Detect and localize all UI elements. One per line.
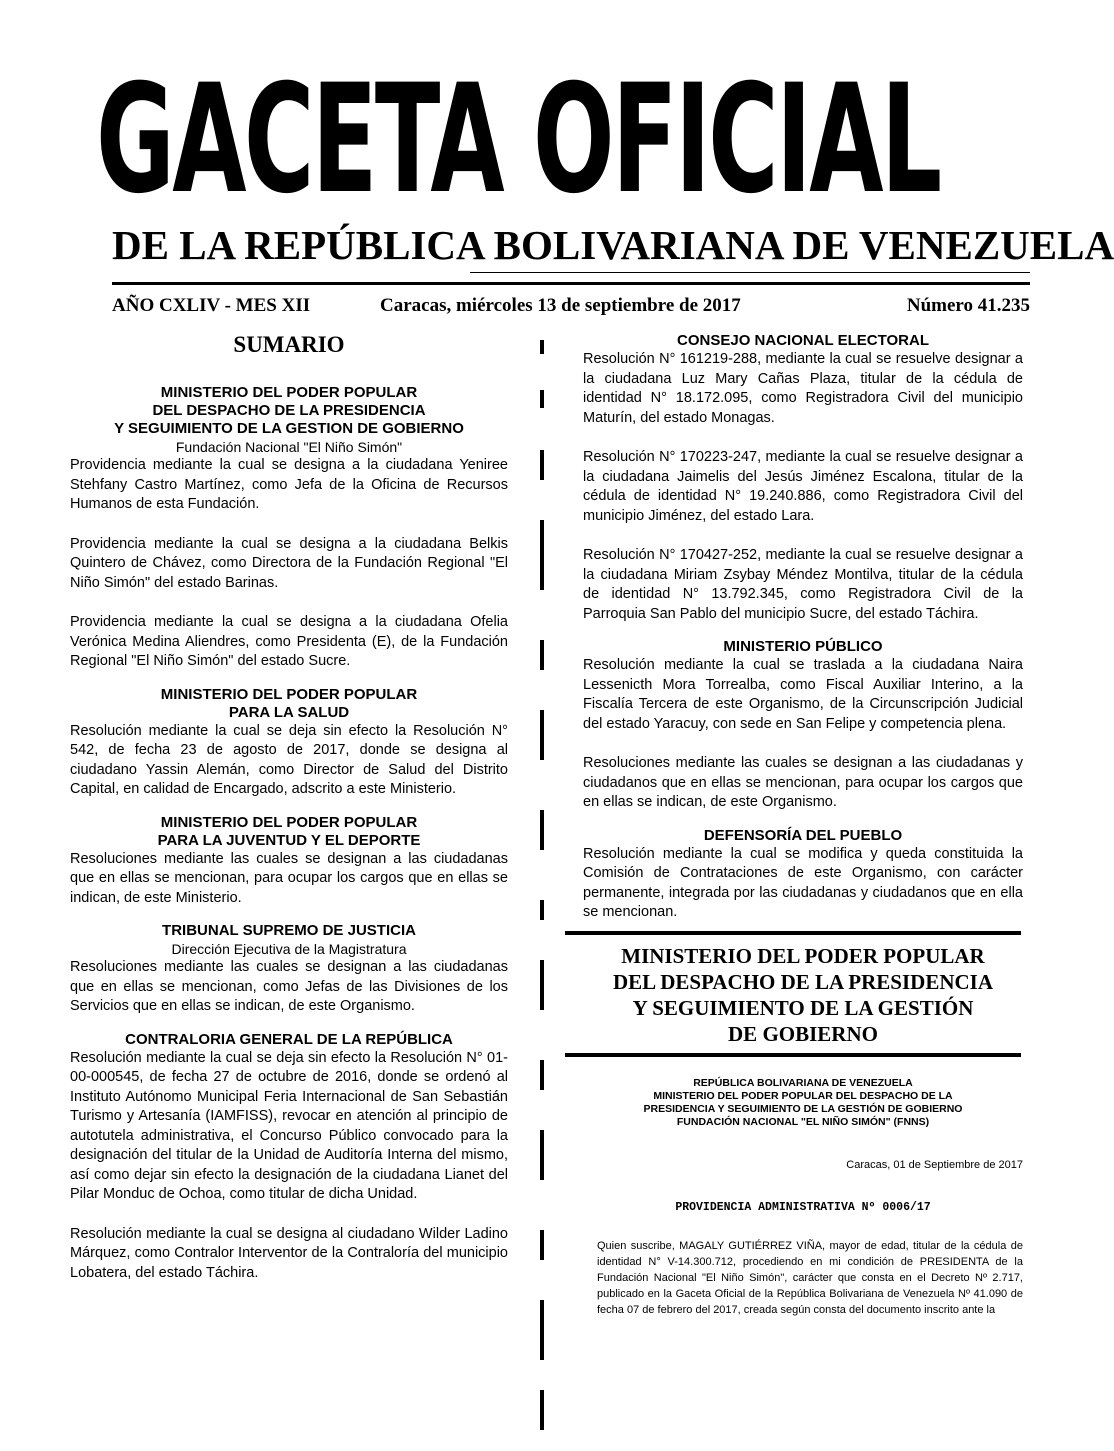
section-header: PARA LA JUVENTUD Y EL DEPORTE bbox=[157, 831, 421, 849]
document-header-line: MINISTERIO DEL PODER POPULAR DEL DESPACHO DE LA bbox=[653, 1089, 953, 1102]
summary-entry: Resoluciones mediante las cuales se designan a las ciudadanas y ciudadanos que en ellas se mencionan, para ocupar los cargos que en ellas se indican, de este Organismo. bbox=[583, 755, 1023, 810]
ministry-line: DEL DESPACHO DE LA PRESIDENCIA bbox=[612, 969, 994, 994]
issue-number: Número 41.235 bbox=[906, 295, 1030, 316]
section-header: MINISTERIO DEL PODER POPULAR bbox=[160, 685, 418, 703]
summary-entry: Resolución N° 161219-288, mediante la cual se resuelve designar a la ciudadana Luz Mary Cañas Plaza, titular de la cédula de identidad N° 18.172.095, como Registradora Civil del municipio Maturín, del estado Monagas. bbox=[583, 351, 1023, 426]
document-header bbox=[583, 1077, 1023, 1129]
document-body: Quien suscribe, MAGALY GUTIÉRREZ VIÑA, mayor de edad, titular de la cédula de identidad N° V-14.300.712, procediendo en mi condición de PRESIDENTA de la Fundación Nacional "El Niño Simón", carácter que consta en el Decreto Nº 2.717, publicado en la Gaceta Oficial de la República Bolivariana de Venezuela Nº 41.090 de fecha 07 de febrero del 2017, creada según consta del documento inscrito ante la bbox=[597, 1239, 1023, 1316]
summary-entry: Resoluciones mediante las cuales se designan a las ciudadanas que en ellas se mencionan, para ocupar los cargos que en ellas se indican, de este Ministerio. bbox=[70, 850, 508, 906]
summary-entry: Resoluciones mediante las cuales se designan a las ciudadanas que en ellas se mencionan, como Jefas de las Divisiones de los Servicios que en ellas se indican, de este Organismo. bbox=[70, 959, 508, 1014]
sumario-title: SUMARIO bbox=[233, 332, 345, 357]
summary-entry: Resolución mediante la cual se modifica y queda constituida la Comisión de Contrataciones de este Organismo, con carácter permanente, integrada por las ciudadanas y ciudadanos que en ella se mencionan. bbox=[583, 845, 1023, 920]
summary-entry: Resolución mediante la cual se designa al ciudadano Wilder Ladino Márquez, como Contralor Interventor de la Contraloría del municipio Lobatera, del estado Táchira. bbox=[70, 1225, 508, 1281]
masthead-title: GACETA OFICIAL bbox=[96, 53, 940, 227]
issue-info-bar bbox=[112, 295, 1030, 319]
providencia-title: PROVIDENCIA ADMINISTRATIVA Nº 0006/17 bbox=[675, 1200, 931, 1214]
document-header-line: REPÚBLICA BOLIVARIANA DE VENEZUELA bbox=[693, 1076, 913, 1089]
document-header-line: FUNDACIÓN NACIONAL "EL NIÑO SIMÓN" (FNNS) bbox=[676, 1115, 930, 1128]
sumario-left-column bbox=[70, 332, 508, 1283]
ministry-line: Y SEGUIMIENTO DE LA GESTIÓN bbox=[632, 995, 974, 1020]
summary-entry: Resolución mediante la cual se traslada a la ciudadana Naira Lessenicth Mora Torrealba, como Fiscal Auxiliar Interino, a la Fiscalía Tercera de este Organismo, de la Circunscripción Judicial del estado Yaracuy, con sede en San Felipe y competencia plena. bbox=[583, 657, 1023, 732]
summary-entry: Providencia mediante la cual se designa a la ciudadana Ofelia Verónica Medina Aliendres, como Presidenta (E), de la Fundación Regional "El Niño Simón" del estado Sucre. bbox=[70, 614, 508, 669]
ministry-bottom-rule bbox=[565, 1053, 1021, 1057]
section-header: PARA LA SALUD bbox=[228, 703, 350, 721]
section-subheader: Fundación Nacional "El Niño Simón" bbox=[175, 439, 403, 455]
section-header: Y SEGUIMIENTO DE LA GESTION DE GOBIERNO bbox=[114, 420, 464, 437]
section-subheader: Dirección Ejecutiva de la Magistratura bbox=[171, 941, 407, 957]
section-header: MINISTERIO DEL PODER POPULAR bbox=[160, 813, 418, 831]
issue-date: Caracas, miércoles 13 de septiembre de 2017 bbox=[380, 295, 741, 316]
summary-entry: Providencia mediante la cual se designa a la ciudadana Belkis Quintero de Chávez, como Directora de la Fundación Regional "El Niño Simón" del estado Barinas. bbox=[70, 535, 508, 591]
summary-entry: Resolución mediante la cual se deja sin efecto la Resolución N° 01-00-000545, de fecha 27 de octubre de 2016, donde se ordenó al Instituto Autónomo Municipal Feria Internacional de San Sebastián Turismo y Artesanía (IAMFISS), revocar en atención al principio de autotutela administrativa, el Concurso Público convocado para la designación del titular de la Unidad de Auditoría Interna del mismo, así como dejar sin efecto la designación de la ciudadana Lianet del Pilar Monduc de Ochoa, como titular de dicha Unidad. bbox=[70, 1049, 508, 1202]
summary-entry: Resolución N° 170427-252, mediante la cual se resuelve designar a la ciudadana Miriam Zsybay Méndez Montilva, titular de la cédula de identidad N° 13.792.345, como Registradora Civil de la Parroquia San Pablo del municipio Sucre, del estado Táchira. bbox=[583, 547, 1023, 622]
ministry-top-rule bbox=[565, 931, 1021, 935]
document-date: Caracas, 01 de Septiembre de 2017 bbox=[846, 1158, 1023, 1171]
section-header: MINISTERIO PÚBLICO bbox=[723, 638, 883, 655]
ministry-block-title bbox=[583, 943, 1023, 1047]
summary-entry: Resolución N° 170223-247, mediante la cual se resuelve designar a la ciudadana Jaimelis del Jesús Jiménez Escalona, titular de la cédula de identidad N° 19.240.886, como Registradora Civil del municipio Jiménez, del estado Lara. bbox=[583, 449, 1023, 524]
header-thin-rule bbox=[470, 272, 1030, 273]
section-header: MINISTERIO DEL PODER POPULAR bbox=[160, 384, 418, 401]
ministry-line: MINISTERIO DEL PODER POPULAR bbox=[621, 943, 985, 968]
masthead-subtitle: DE LA REPÚBLICA BOLIVARIANA DE VENEZUELA bbox=[112, 222, 1114, 268]
ministry-line: DE GOBIERNO bbox=[728, 1021, 878, 1046]
header-thick-rule bbox=[112, 282, 1030, 285]
section-header: DEFENSORÍA DEL PUEBLO bbox=[703, 826, 903, 844]
summary-entry: Providencia mediante la cual se designa a la ciudadana Yeniree Stehfany Castro Martínez, como Jefa de la Oficina de Recursos Humanos de esta Fundación. bbox=[70, 457, 508, 512]
section-header: TRIBUNAL SUPREMO DE JUSTICIA bbox=[162, 922, 416, 939]
document-header-line: PRESIDENCIA Y SEGUIMIENTO DE LA GESTIÓN DE GOBIERNO bbox=[643, 1102, 963, 1115]
section-header: DEL DESPACHO DE LA PRESIDENCIA bbox=[152, 402, 426, 419]
year-month: AÑO CXLIV - MES XII bbox=[112, 295, 311, 316]
section-header: CONTRALORIA GENERAL DE LA REPÚBLICA bbox=[125, 1030, 453, 1048]
summary-entry: Resolución mediante la cual se deja sin efecto la Resolución N° 542, de fecha 23 de agosto de 2017, donde se designa al ciudadano Yassin Alemán, como Director de Salud del Distrito Capital, en calidad de Encargado, adscrito a este Ministerio. bbox=[70, 722, 508, 797]
column-divider bbox=[540, 340, 545, 1430]
sumario-right-column bbox=[583, 332, 1023, 1318]
section-header: CONSEJO NACIONAL ELECTORAL bbox=[677, 332, 929, 349]
